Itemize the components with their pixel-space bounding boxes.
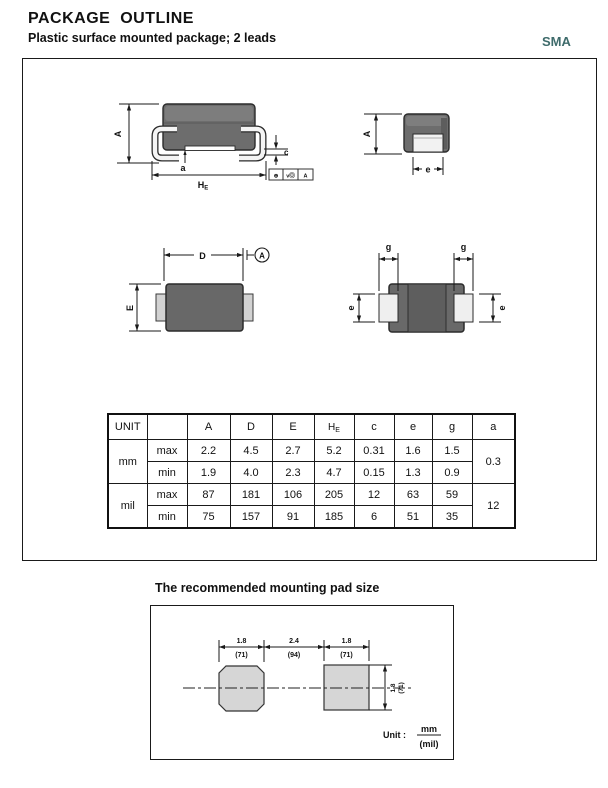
end-view-dim-e [413, 157, 443, 175]
unit-numerator: mm [420, 724, 438, 734]
dimensions-table [107, 413, 516, 529]
limit-cell: min [147, 506, 187, 529]
spec-cell: 0.15 [354, 462, 394, 484]
table-row [108, 484, 515, 506]
bottom-view-dim-e-right [479, 294, 507, 322]
spec-cell: 5.2 [314, 440, 354, 462]
side-view-dim-c [264, 135, 289, 165]
mounting-pad-frame [150, 605, 454, 760]
spec-cell: 12 [354, 484, 394, 506]
spec-cell: 2.7 [272, 440, 314, 462]
dim-gap-mil: (94) [287, 652, 301, 659]
table-row [108, 440, 515, 462]
bottom-view-pad-right [454, 294, 473, 322]
dim-label-e-right: e [497, 305, 507, 311]
side-view-standoff-recess [185, 146, 235, 151]
fcf-tolerance-cell: vⓄ [286, 173, 295, 180]
spec-cell: 6 [354, 506, 394, 529]
limit-cell: max [147, 440, 187, 462]
end-view-drawing [356, 87, 481, 199]
spec-cell: 106 [272, 484, 314, 506]
spec-cell: 205 [314, 484, 354, 506]
top-view-tab-right [243, 294, 253, 321]
bottom-view-pad-left [379, 294, 398, 322]
col-header-e: e [394, 414, 432, 440]
dim-pad-right-mil: (71) [340, 652, 353, 659]
table-row [108, 462, 515, 484]
dim-label-D: D [199, 251, 206, 261]
spec-cell: 185 [314, 506, 354, 529]
svg-text:HE [198, 180, 209, 192]
spec-cell: 59 [432, 484, 472, 506]
fcf-symbol-cell: ⊕ [273, 173, 279, 180]
bottom-view-drawing [341, 239, 511, 354]
spec-cell: 1.6 [394, 440, 432, 462]
dim-label-e-left: e [346, 305, 356, 311]
col-header-A: A [187, 414, 230, 440]
col-header-HE: HE [314, 414, 354, 440]
col-header-blank [147, 414, 187, 440]
dim-label-HE-sub: E [204, 185, 209, 192]
spec-cell: 2.2 [187, 440, 230, 462]
package-code-badge: SMA [542, 34, 571, 49]
spec-cell: 63 [394, 484, 432, 506]
dim-label-A: A [113, 130, 123, 138]
spec-cell: 35 [432, 506, 472, 529]
top-view-tab-left [156, 294, 166, 321]
spec-cell: 4.5 [230, 440, 272, 462]
mounting-pad-heading: The recommended mounting pad size [155, 581, 380, 595]
top-view-drawing [121, 239, 311, 354]
feature-control-frame [269, 169, 313, 180]
spec-cell: 181 [230, 484, 272, 506]
dim-pad-height-mil: (71) [398, 682, 405, 694]
dim-label-c: c [284, 148, 289, 157]
mounting-pad-drawing [151, 606, 453, 756]
mounting-pad-right [324, 665, 369, 710]
top-view-dim-D [164, 248, 243, 281]
spec-cell: 0.9 [432, 462, 472, 484]
unit-cell-mm: mm [108, 440, 147, 484]
bottom-view-dim-e-left [346, 294, 375, 322]
spec-cell: 4.7 [314, 462, 354, 484]
dim-pad-right-mm: 1.8 [341, 638, 352, 645]
col-header-E: E [272, 414, 314, 440]
dim-label-HE-main: H [197, 180, 205, 190]
col-header-g: g [432, 414, 472, 440]
dim-pad-left-mil: (71) [235, 652, 248, 659]
unit-denominator: (mil) [419, 739, 439, 749]
dim-label-g-left: g [385, 242, 392, 252]
spec-cell: 75 [187, 506, 230, 529]
dim-gap-mm: 2.4 [289, 638, 299, 645]
spec-cell: 2.3 [272, 462, 314, 484]
limit-cell: min [147, 462, 187, 484]
dim-label-e: e [425, 164, 431, 175]
unit-note [383, 724, 441, 749]
end-view-lead [413, 134, 443, 152]
unit-cell-mil: mil [108, 484, 147, 529]
side-view-dim-HE [152, 161, 266, 192]
col-header-unit: UNIT [108, 414, 147, 440]
spec-cell: 87 [187, 484, 230, 506]
outline-figure-frame [22, 58, 597, 561]
dim-pad-height-mm: 1.8 [390, 683, 397, 693]
datum-A-symbol [247, 248, 269, 262]
col-header-D: D [230, 414, 272, 440]
datum-label: A [259, 251, 265, 261]
col-header-HE-sub: E [335, 426, 340, 434]
dim-label-A: A [362, 130, 372, 138]
bottom-view-body [379, 284, 473, 332]
side-view-drawing [101, 87, 331, 199]
col-header-c: c [354, 414, 394, 440]
spec-cell: 91 [272, 506, 314, 529]
spec-cell-a-mil: 12 [472, 484, 515, 529]
page-subtitle: Plastic surface mounted package; 2 leads [28, 31, 277, 45]
dim-pad-left-mm: 1.8 [236, 638, 247, 645]
spec-cell: 4.0 [230, 462, 272, 484]
dim-label-g-right: g [460, 242, 467, 252]
pad-width-dimensions [219, 638, 369, 662]
spec-cell: 1.5 [432, 440, 472, 462]
mounting-pad-left [219, 666, 264, 711]
end-view-dim-A [362, 114, 402, 154]
page-title: PACKAGE OUTLINE [28, 10, 194, 27]
spec-cell: 51 [394, 506, 432, 529]
spec-cell: 1.3 [394, 462, 432, 484]
spec-cell: 157 [230, 506, 272, 529]
spec-cell: 0.31 [354, 440, 394, 462]
top-view-body [156, 284, 253, 331]
fcf-datum-cell: A [303, 173, 308, 180]
spec-cell-a-mm: 0.3 [472, 440, 515, 484]
spec-cell: 1.9 [187, 462, 230, 484]
pad-height-dimension [369, 665, 405, 710]
side-view-dim-a [180, 150, 186, 173]
table-row [108, 506, 515, 529]
col-header-a: a [472, 414, 515, 440]
limit-cell: max [147, 484, 187, 506]
unit-label: Unit : [383, 730, 406, 740]
dim-label-a: a [180, 163, 186, 173]
dim-label-E: E [125, 304, 135, 312]
